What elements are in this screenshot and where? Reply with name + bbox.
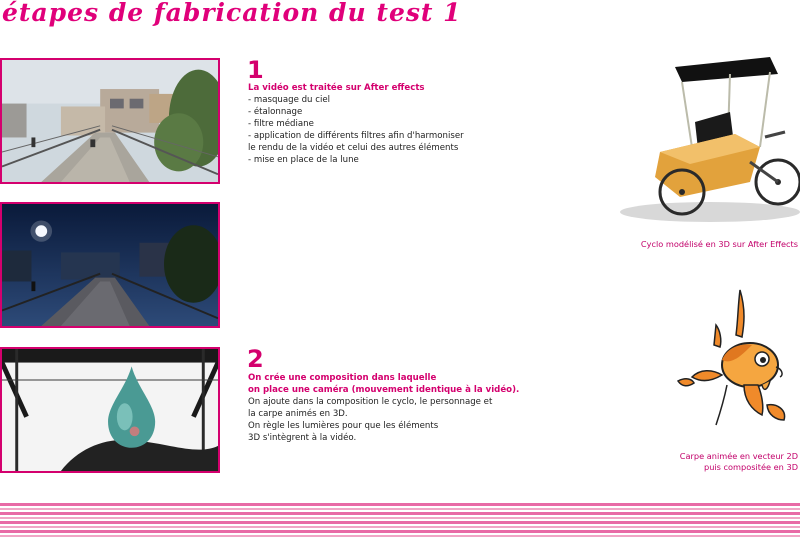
- step-2-heading-line: on place une caméra (mouvement identique à la vidéo).: [248, 385, 520, 395]
- step-2-line: On ajoute dans la composition le cyclo, le personnage et: [248, 397, 493, 407]
- step-1-number: 1: [247, 56, 264, 84]
- step-1-line: le rendu de la vidéo et celui des autres éléments: [248, 143, 459, 153]
- step-1-line: - étalonnage: [248, 107, 303, 117]
- video-frame-composite-icon: [0, 347, 220, 473]
- step-2-heading-line: On crée une composition dans laquelle: [248, 373, 437, 383]
- step-2-number: 2: [247, 345, 264, 373]
- video-frame-night-icon: [0, 202, 220, 328]
- video-frame-original-icon: [0, 58, 220, 184]
- carp-caption-line: puis compositée en 3D: [704, 462, 798, 472]
- carp-caption-line: Carpe animée en vecteur 2D: [679, 451, 798, 461]
- step-2-description: [248, 372, 519, 444]
- step-1-line: - application de différents filtres afin d'harmoniser: [248, 131, 464, 141]
- cyclo-caption: Cyclo modélisé en 3D sur After Effects: [640, 239, 798, 249]
- cyclo-rickshaw-icon: [600, 52, 800, 227]
- step-2-line: On règle les lumières pour que les éléments: [248, 421, 439, 431]
- step-1-description: [248, 82, 464, 166]
- step-2-line: la carpe animés en 3D.: [248, 409, 348, 419]
- carp-caption: [680, 451, 798, 473]
- decorative-stripes: [0, 503, 800, 537]
- step-1-heading: La vidéo est traitée sur After effects: [248, 83, 425, 93]
- page-title: étapes de fabrication du test 1: [2, 0, 462, 27]
- step-2-line: 3D s'intègrent à la vidéo.: [248, 433, 357, 443]
- carp-fish-icon: [672, 285, 800, 435]
- step-1-line: - filtre médiane: [248, 119, 314, 129]
- step-1-line: - masquage du ciel: [248, 95, 331, 105]
- step-1-line: - mise en place de la lune: [248, 155, 359, 165]
